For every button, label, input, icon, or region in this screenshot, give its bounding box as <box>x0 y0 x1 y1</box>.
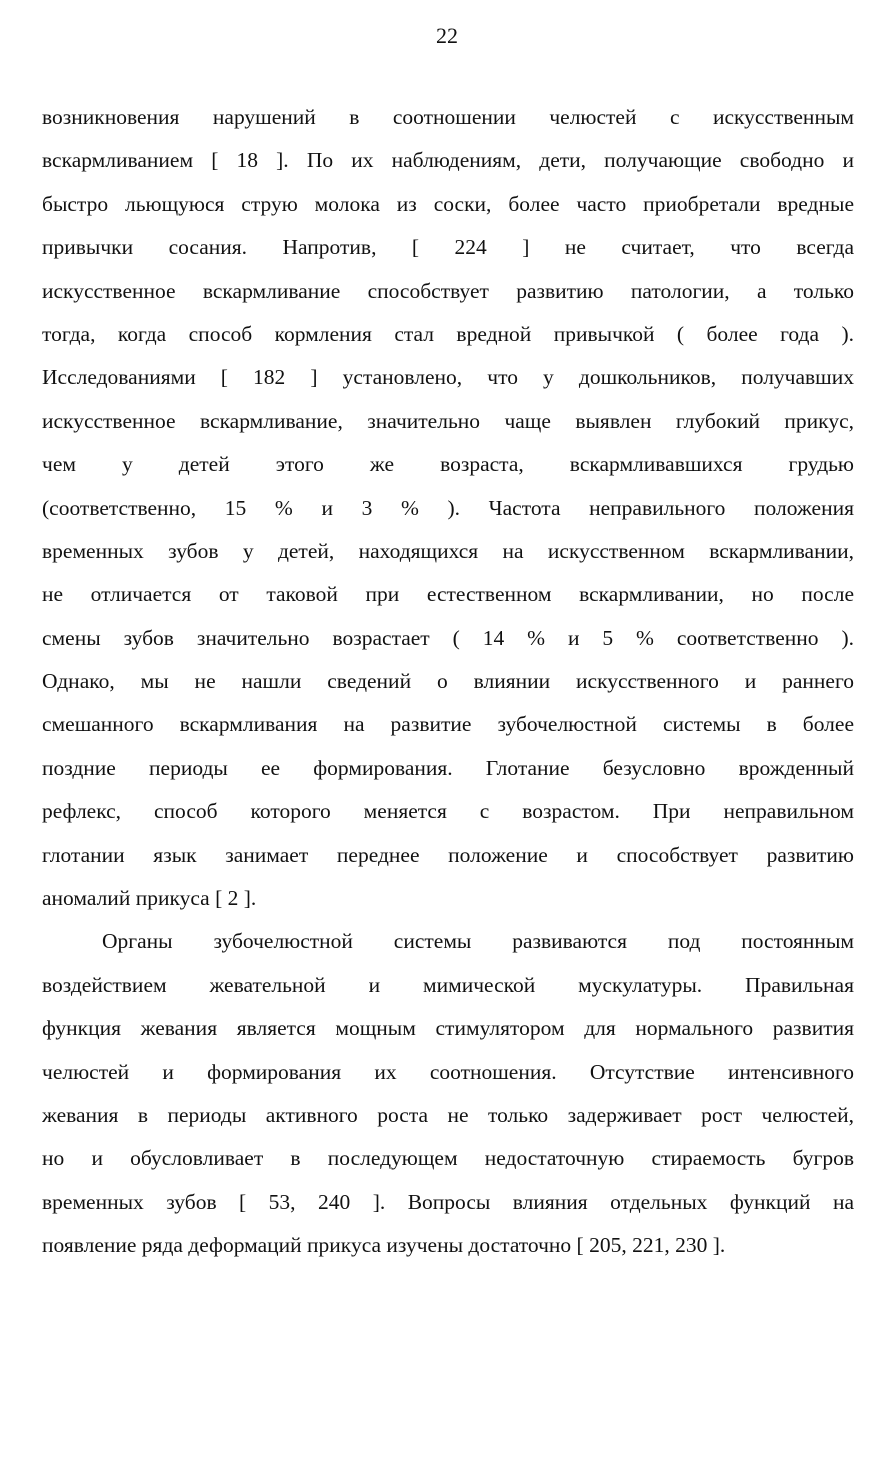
text-line: рефлекс, способ которого меняется с возрастом. При неправильном <box>42 799 854 824</box>
text-line: смешанного вскармливания на развитие зубочелюстной системы в более <box>42 712 854 737</box>
text-line: появление ряда деформаций прикуса изучены достаточно [ 205, 221, 230 ]. <box>42 1233 726 1258</box>
text-line: функция жевания является мощным стимулятором для нормального развития <box>42 1016 854 1041</box>
text-line: чем у детей этого же возраста, вскармливавшихся грудью <box>42 452 854 477</box>
text-line: аномалий прикуса [ 2 ]. <box>42 886 257 911</box>
text-line: привычки сосания. Напротив, [ 224 ] не считает, что всегда <box>42 235 854 260</box>
text-line: искусственное вскармливание, значительно чаще выявлен глубокий прикус, <box>42 408 854 433</box>
text-line: поздние периоды ее формирования. Глотание безусловно врожденный <box>42 755 854 780</box>
text-line: глотании язык занимает переднее положение и способствует развитию <box>42 842 854 867</box>
text-line: вскармливанием [ 18 ]. По их наблюдениям, дети, получающие свободно и <box>42 148 854 173</box>
page-number: 22 <box>436 23 458 48</box>
text-line: воздействием жевательной и мимической мускулатуры. Правильная <box>42 972 854 997</box>
text-line: возникновения нарушений в соотношении челюстей с искусственным <box>42 105 854 129</box>
text-line: смены зубов значительно возрастает ( 14 % и 5 % соответственно ). <box>42 625 854 650</box>
text-line: но и обусловливает в последующем недостаточную стираемость бугров <box>42 1146 854 1171</box>
body-text <box>42 96 854 1268</box>
paragraph-1 <box>42 96 854 920</box>
text-line: временных зубов [ 53, 240 ]. Вопросы влияния отдельных функций на <box>42 1189 854 1214</box>
text-line: жевания в периоды активного роста не только задерживает рост челюстей, <box>42 1102 854 1127</box>
text-line: тогда, когда способ кормления стал вредной привычкой ( более года ). <box>42 321 854 346</box>
text-line: Исследованиями [ 182 ] установлено, что у дошкольников, получавших <box>42 365 854 390</box>
text-line: Органы зубочелюстной системы развиваются под постоянным <box>102 929 854 954</box>
text-line: (соответственно, 15 % и 3 % ). Частота неправильного положения <box>42 495 854 520</box>
text-line: временных зубов у детей, находящихся на искусственном вскармливании, <box>42 538 854 563</box>
text-line: Однако, мы не нашли сведений о влиянии искусственного и раннего <box>42 669 854 694</box>
text-line: искусственное вскармливание способствует развитию патологии, а только <box>42 278 854 303</box>
text-line: челюстей и формирования их соотношения. Отсутствие интенсивного <box>42 1059 854 1084</box>
text-line: не отличается от таковой при естественном вскармливании, но после <box>42 582 854 607</box>
text-line: быстро льющуюся струю молока из соски, более часто приобретали вредные <box>42 191 854 216</box>
paragraph-2 <box>42 920 854 1267</box>
